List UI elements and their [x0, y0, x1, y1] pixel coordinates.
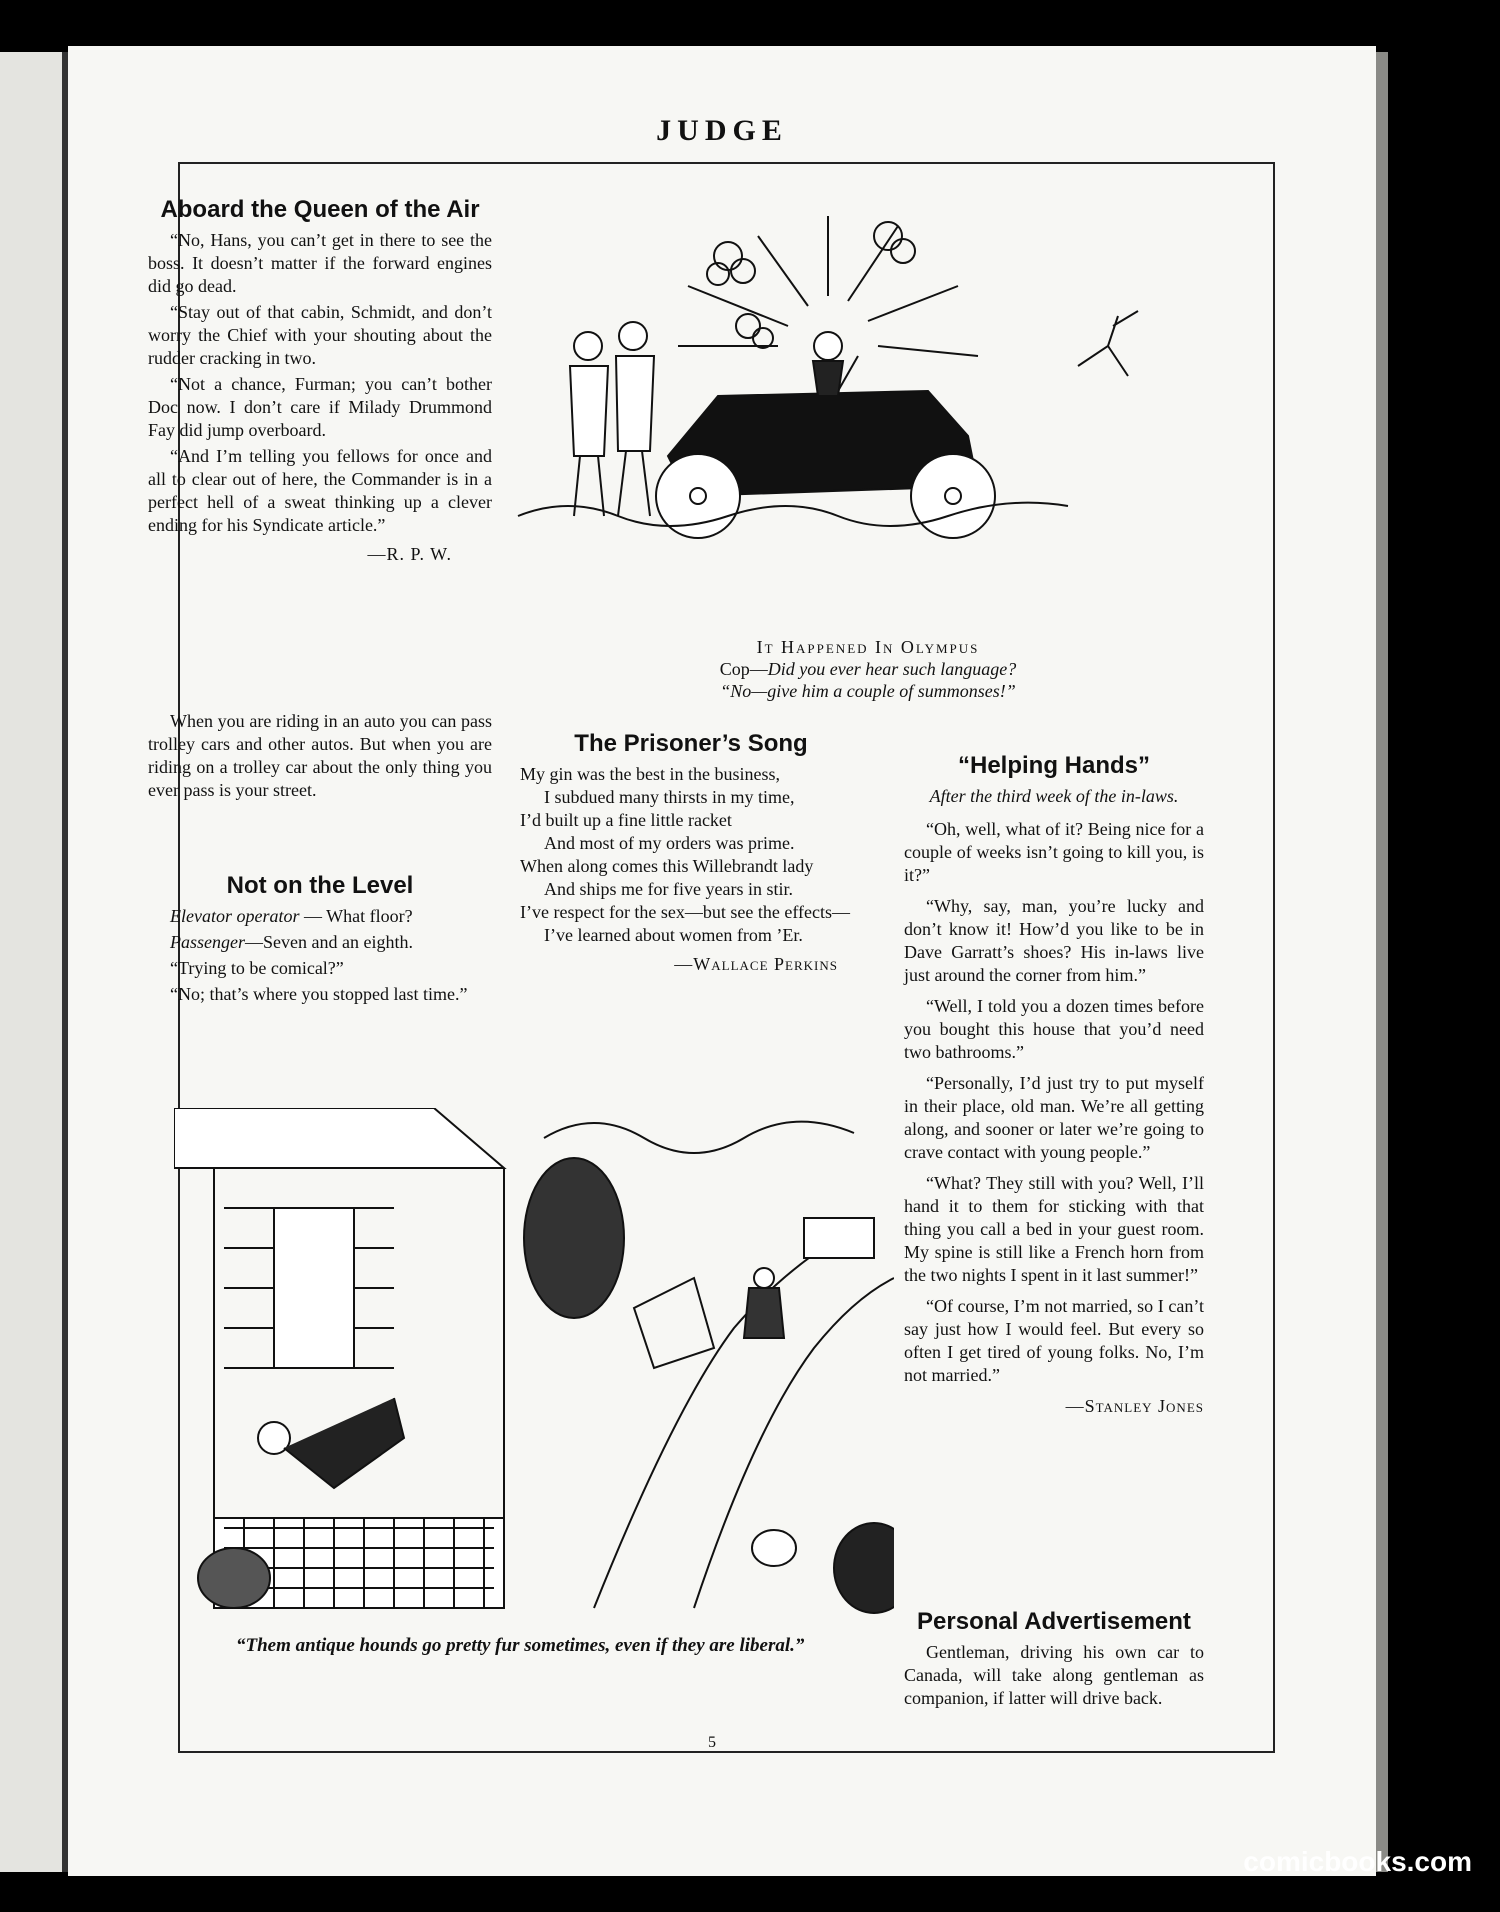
poem-line: When along comes this Willebrandt lady — [520, 856, 814, 876]
page-number: 5 — [708, 1734, 716, 1751]
caption-title: It Happened In Olympus — [756, 637, 980, 657]
cartoon-porch-illustration — [174, 1108, 894, 1626]
magazine-page — [68, 46, 1376, 1876]
signature: —Stanley Jones — [1065, 1396, 1204, 1416]
dialogue-line — [148, 905, 492, 928]
poem-line: I’d built up a fine little racket — [520, 810, 732, 830]
speaker: Elevator operator — [170, 906, 300, 926]
dialogue-line — [148, 931, 492, 954]
paragraph: “Why, say, man, you’re lucky and don’t know it! How’d you like to be in Dave Garratt’s shoes? His in-laws live just around the corner from him.” — [904, 896, 1204, 985]
article-title: Not on the Level — [226, 872, 414, 899]
cartoon-olympus-illustration — [508, 196, 1228, 626]
cartoon-porch-caption: “Them antique hounds go pretty fur sometimes, even if they are liberal.” — [236, 1635, 805, 1656]
dialogue-text: —Seven and an eighth. — [245, 932, 413, 952]
speaker: Cop— — [719, 659, 768, 679]
poem-lines — [520, 763, 862, 947]
caption-line: “No—give him a couple of summonses!” — [720, 681, 1016, 701]
watermark: comicbooks.com — [1243, 1846, 1472, 1877]
paragraph: “What? They still with you? Well, I’ll hand it to them for sticking with that thing you call a bed in your guest room. My spine is still like a French horn from the two nights I spent in it last summer!” — [904, 1173, 1204, 1285]
article-title: Personal Advertisement — [917, 1608, 1191, 1635]
masthead: JUDGE — [656, 114, 788, 147]
facing-page-edge — [0, 52, 68, 1872]
poem-line: And ships me for five years in stir. — [544, 879, 793, 899]
signature: —R. P. W. — [367, 544, 452, 564]
article-level — [148, 874, 492, 1009]
article-trolley — [148, 710, 492, 805]
poem-line: And most of my orders was prime. — [544, 833, 795, 853]
paragraph: “Well, I told you a dozen times before you bought this house that you’d need two bathrooms.” — [904, 996, 1204, 1062]
article-aboard — [148, 198, 492, 566]
caption-line — [628, 658, 1108, 680]
paragraph: “No, Hans, you can’t get in there to see the boss. It doesn’t matter if the forward engines did go dead. — [148, 230, 492, 296]
poem-prisoners-song — [520, 732, 862, 976]
article-personal-ad — [904, 1610, 1204, 1713]
poem-line: I subdued many thirsts in my time, — [544, 787, 795, 807]
paragraph: “And I’m telling you fellows for once and all to clear out of here, the Commander is in a perfect hell of a sweat thinking up a clever ending for his Syndicate article.” — [148, 446, 492, 535]
article-title: Aboard the Queen of the Air — [160, 196, 480, 223]
poem-title: The Prisoner’s Song — [574, 730, 808, 757]
paragraph: “Stay out of that cabin, Schmidt, and don’t worry the Chief with your shouting about the rudder cracking in two. — [148, 302, 492, 368]
article-title: “Helping Hands” — [957, 752, 1150, 779]
paragraph: “Not a chance, Furman; you can’t bother Doc now. I don’t care if Milady Drummond Fay did jump overboard. — [148, 374, 492, 440]
poem-line: I’ve respect for the sex—but see the effects— — [520, 902, 851, 922]
poem-line: My gin was the best in the business, — [520, 764, 780, 784]
dialogue-line: “No; that’s where you stopped last time.” — [170, 984, 468, 1004]
cartoon-olympus-caption — [628, 636, 1108, 702]
article-helping-hands — [904, 754, 1204, 1418]
page-edge — [1376, 52, 1388, 1872]
caption-text: Did you ever hear such language? — [767, 659, 1017, 679]
paragraph: Gentleman, driving his own car to Canada, will take along gentleman as companion, if latter will drive back. — [904, 1642, 1204, 1708]
signature: —Wallace Perkins — [674, 954, 838, 974]
poem-line: I’ve learned about women from ’Er. — [544, 925, 803, 945]
paragraph: When you are riding in an auto you can pass trolley cars and other autos. But when you are riding on a trolley car about the only thing you ever pass is your street. — [148, 711, 492, 800]
dialogue-line: “Trying to be comical?” — [170, 958, 344, 978]
speaker: Passenger — [170, 932, 245, 952]
paragraph: “Personally, I’d just try to put myself in their place, old man. We’re all getting along, and sooner or later we’re going to crave contact with young people.” — [904, 1073, 1204, 1162]
subtitle: After the third week of the in-laws. — [929, 786, 1179, 806]
dialogue-text: — What floor? — [299, 906, 413, 926]
paragraph: “Of course, I’m not married, so I can’t say just how I would feel. But every so often I get tired of young folks. No, I’m not married.” — [904, 1296, 1204, 1385]
paragraph: “Oh, well, what of it? Being nice for a couple of weeks isn’t going to kill you, is it?” — [904, 819, 1204, 885]
